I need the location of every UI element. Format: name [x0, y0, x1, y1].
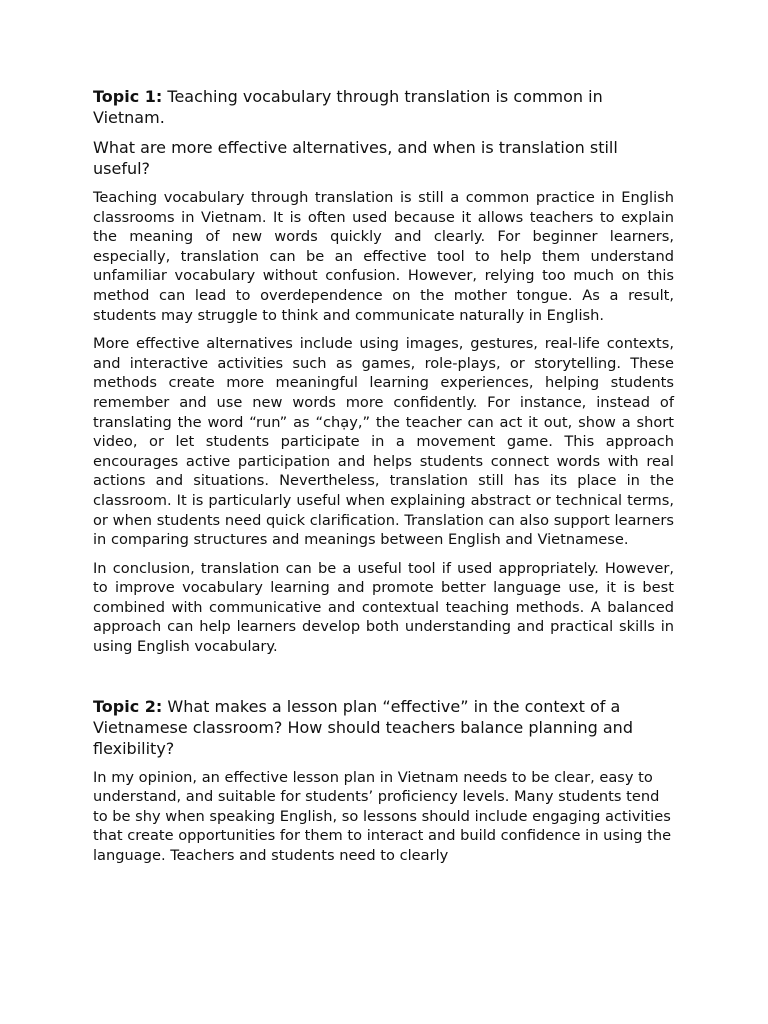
topic-2-heading	[93, 696, 674, 759]
topic-1-paragraph-1: Teaching vocabulary through translation is still a common practice in English classrooms in Vietnam. It is often used because it allows teachers to explain the meaning of new words quickly and clearly. For beginner learners, especially, translation can be an effective tool to help them understand unfamiliar vocabulary without confusion. However, relying too much on this method can lead to overdependence on the mother tongue. As a result, students may struggle to think and communicate naturally in English.	[93, 189, 674, 324]
topic-1-question: What are more effective alternatives, and when is translation still useful?	[93, 138, 618, 178]
topic-1-paragraph-2: More effective alternatives include using images, gestures, real-life contexts, and interactive activities such as games, role-plays, or storytelling. These methods create more meaningful learning experiences, helping students remember and use new words more confidently. For instance, instead of translating the word “run” as “chạy,” the teacher can act it out, show a short video, or let students participate in a movement game. This approach encourages active participation and helps students connect words with real actions and situations. Nevertheless, translation still has its place in the classroom. It is particularly useful when explaining abstract or technical terms, or when students need quick clarification. Translation can also support learners in comparing structures and meanings between English and Vietnamese.	[93, 335, 674, 549]
topic-2-section	[93, 696, 674, 866]
section-gap	[93, 666, 674, 696]
topic-1-section	[93, 86, 674, 657]
topic-2-title: What makes a lesson plan “effective” in the context of a Vietnamese classroom? How should teachers balance planning and flexibility?	[93, 696, 633, 758]
topic-2-label: Topic 2:	[93, 696, 163, 716]
topic-2-paragraph-1: In my opinion, an effective lesson plan in Vietnam needs to be clear, easy to understand, and suitable for students’ proficiency levels. Many students tend to be shy when speaking English, so lessons should include engaging activities that create opportunities for them to interact and build confidence in using the language. Teachers and students need to clearly	[93, 768, 672, 865]
topic-1-paragraph-3: In conclusion, translation can be a useful tool if used appropriately. However, to improve vocabulary learning and promote better language use, it is best combined with communicative and contextual teaching methods. A balanced approach can help learners develop both understanding and practical skills in using English vocabulary.	[93, 559, 674, 656]
topic-1-title: Teaching vocabulary through translation is common in Vietnam.	[93, 87, 603, 127]
topic-1-label: Topic 1:	[93, 87, 163, 106]
topic-1-heading	[93, 86, 674, 128]
